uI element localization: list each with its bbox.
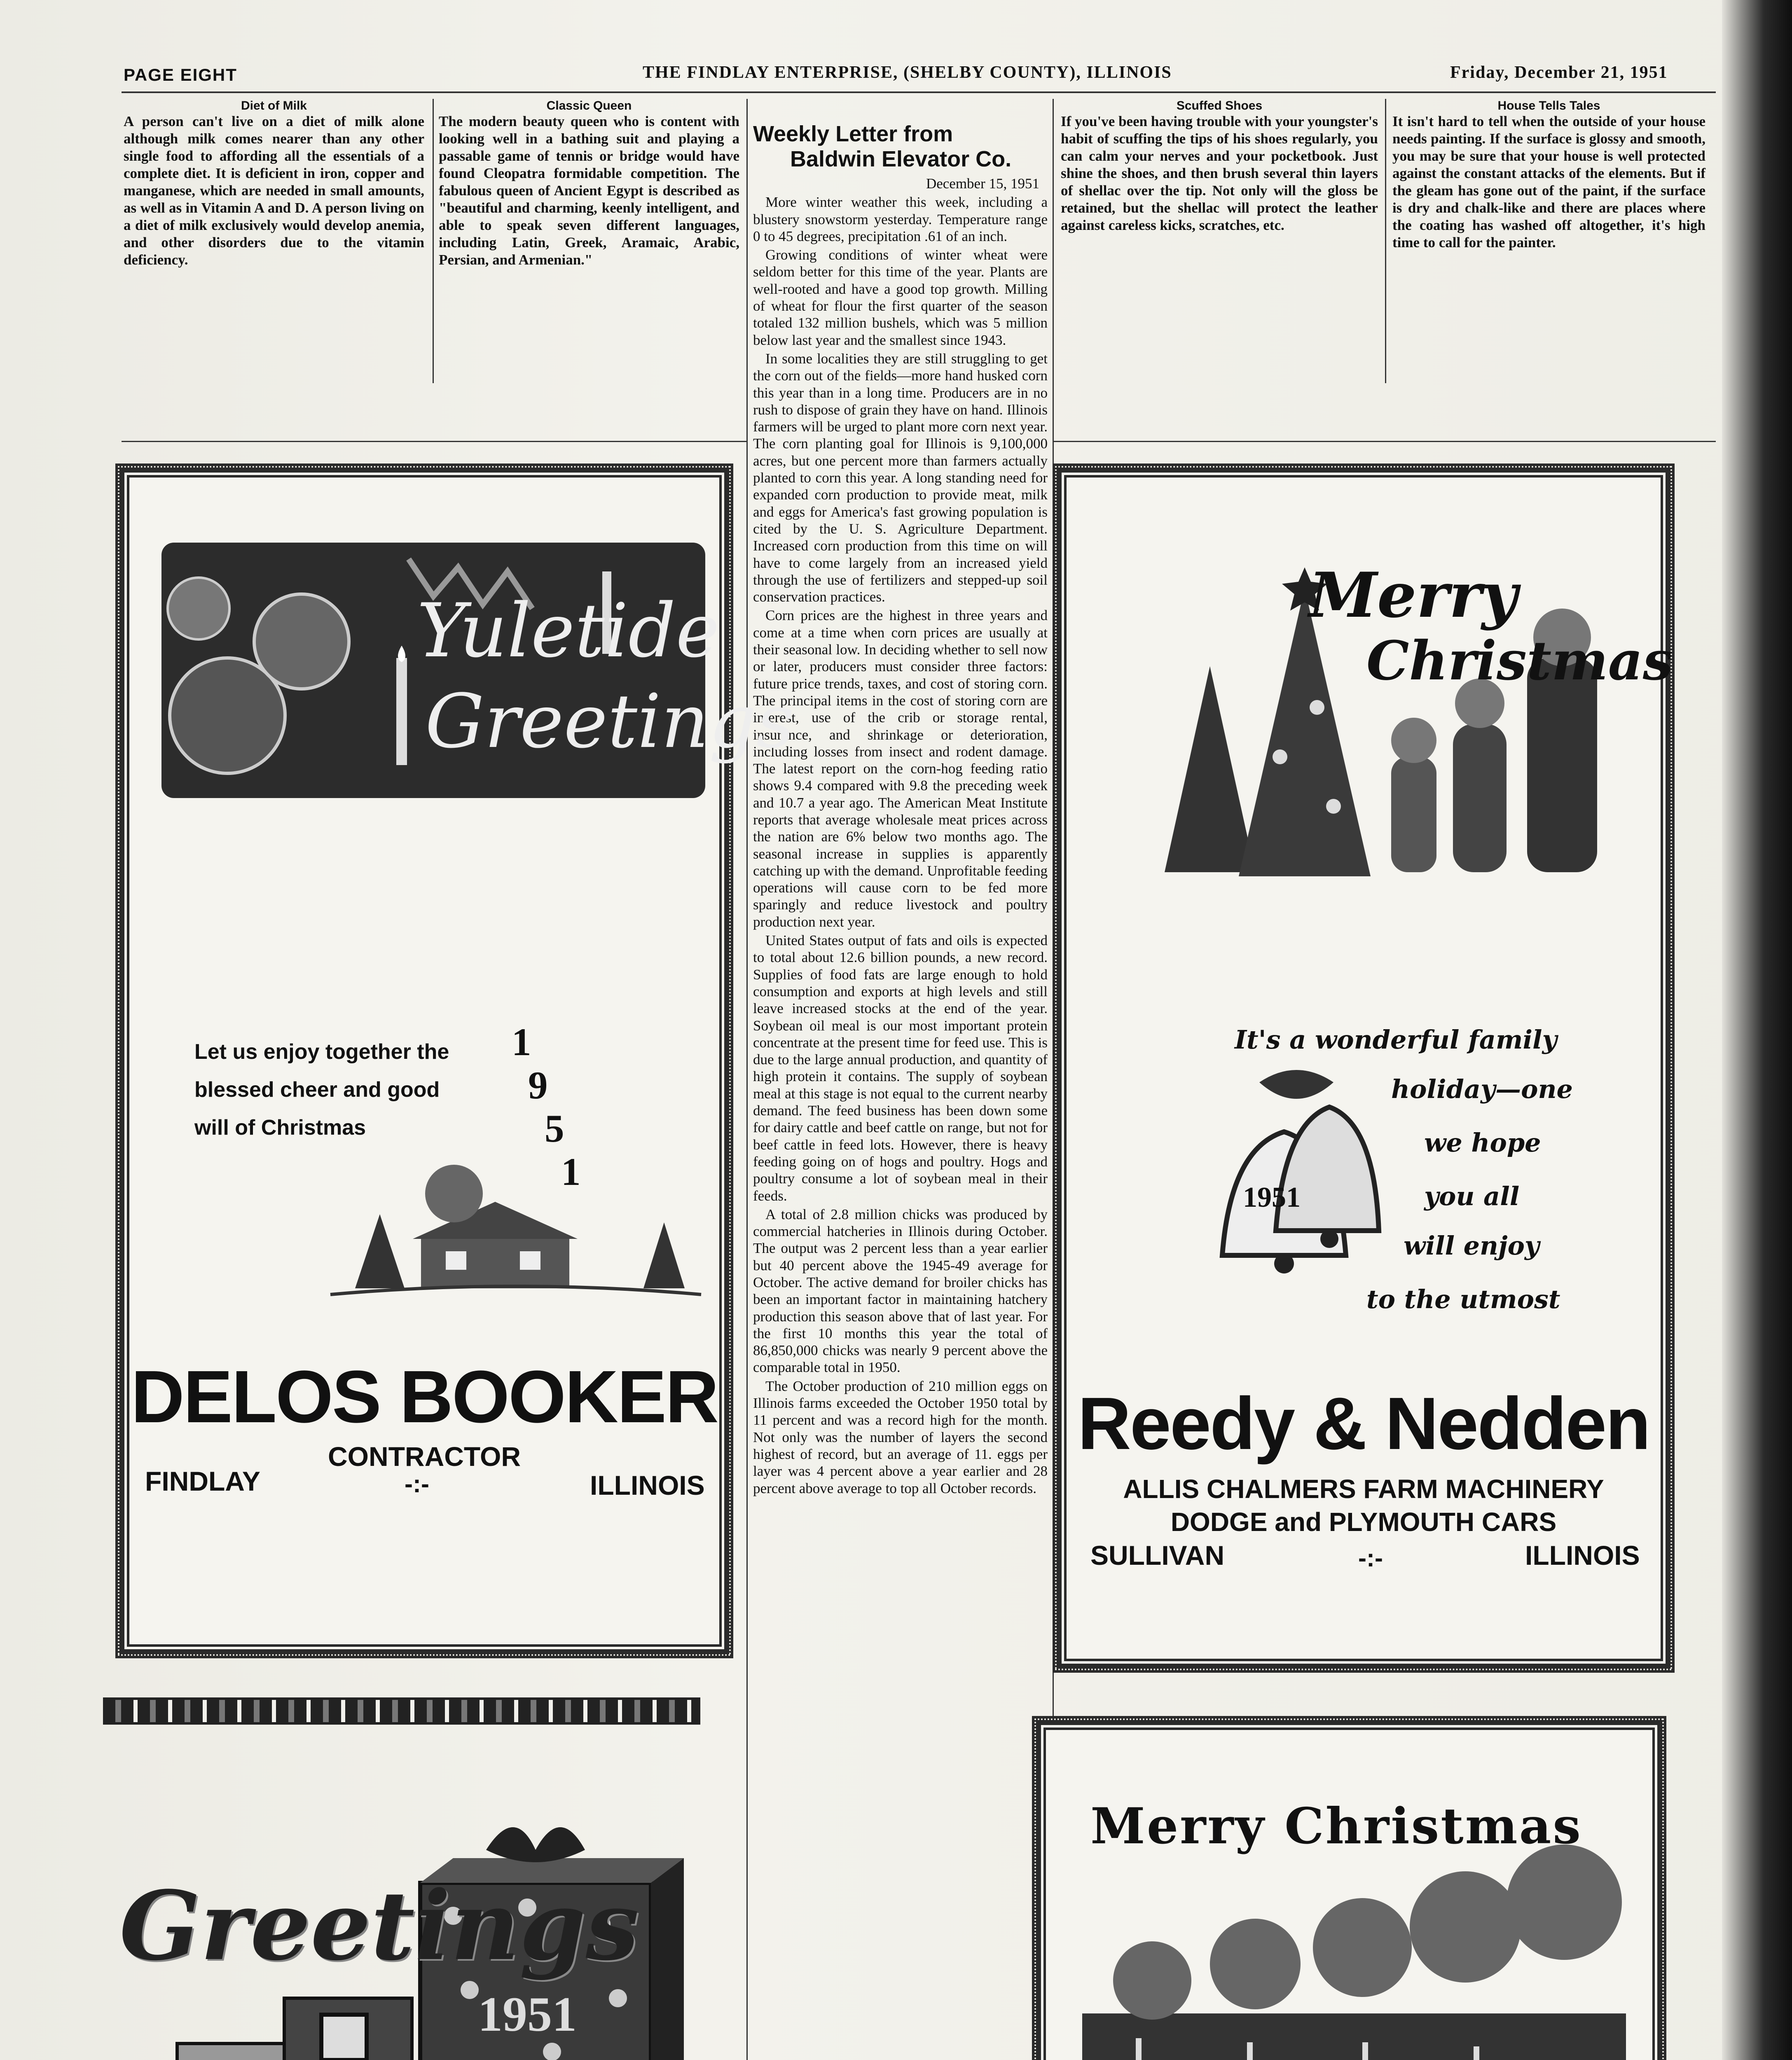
weekly-letter-dateline: December 15, 1951: [926, 176, 1039, 192]
advertiser-trade: CONTRACTOR: [328, 1441, 521, 1472]
yuletide-art: [161, 543, 795, 798]
paragraph: Corn prices are the highest in three years and come at a time when corn prices are usually at their seasonal low. In deciding whether to sell now or later, producers must consider three factors: future price trends, taxes, and cost of storing corn. The principal items in the cost of storing corn are interest, use of the crib or storage rental, insurance, and shrinkage or deterioration, including losses from insect and rodent damage. The latest report on the corn-hog feeding ratio shows 9.4 compared with 9.8 the preceding week and 10.7 a year ago. The American Meat Institute reports that average wholesale meat prices across the nation are 6% below two months ago. The seasonal increase in supplies is apparently catching up with the demand. Unprofitable feeding operations will cause corn to be fed more sparingly and reduce livestock and poultry production next year.: [753, 607, 1048, 930]
message-line: you all: [1424, 1181, 1520, 1211]
headline: Classic Queen: [546, 99, 632, 112]
ad-bruce-friendly-service: [1032, 1716, 1666, 2060]
paragraph: More winter weather this week, including a blustery snowstorm yesterday. Temperature range 0 to 45 degrees, precipitation .61 of an inch.: [753, 194, 1048, 244]
column-rule: [1385, 99, 1386, 383]
message-line: holiday—one: [1391, 1074, 1573, 1104]
separator: -:-: [1358, 1544, 1383, 1572]
message: [194, 1033, 449, 1147]
gift-year: 1951: [478, 1987, 577, 2041]
advertiser-state: ILLINOIS: [1525, 1540, 1640, 1571]
message-line: It's a wonderful family: [1235, 1025, 1557, 1055]
bell-year: 1951: [1243, 1182, 1301, 1213]
issue-date: Friday, December 21, 1951: [1450, 63, 1668, 82]
advertiser-line: ALLIS CHALMERS FARM MACHINERY: [1123, 1474, 1604, 1504]
weekly-letter-body: [753, 194, 1048, 1497]
year-digit: 1: [561, 1150, 581, 1194]
advertiser-state: ILLINOIS: [590, 1470, 705, 1501]
headline: Diet of Milk: [241, 99, 307, 112]
message-line: blessed cheer and good: [194, 1078, 440, 1102]
column-rule: [746, 99, 748, 2060]
paragraph: United States output of fats and oils is expected to total about 12.6 billion pounds, a new record. Supplies of food fats are large enough to hold consumption and exports at high levels and still leave increased stocks at the end of the year. Soybean oil meal is our most important protein concentrate at the present time for feed use. This is due to the large annual production, and quantity of high protein it contains. The supply of soybean meal at this stage is not equal to the current nearby demand. The feed business has been down some for dairy cattle and beef cattle on range, but not for beef cattle in feed lots. However, there is heavy feeding going on of hogs and poultry. Hogs and poultry consume a lot of soybean meal in their feeds.: [753, 932, 1048, 1204]
year-digit: 1: [512, 1020, 531, 1064]
headline: House Tells Tales: [1497, 99, 1600, 112]
message-line: will of Christmas: [194, 1116, 366, 1140]
paragraph: Growing conditions of winter wheat were seldom better for this time of the year. Plants are well-rooted and have a good top growth. Milling of wheat for flour the first quarter of the season totaled 132 million bushels, which was 5 million below last year and the smallest since 1943.: [753, 247, 1048, 348]
column-rule: [433, 99, 434, 383]
weekly-letter-title-2: Baldwin Elevator Co.: [790, 147, 1012, 171]
advertiser-city: FINDLAY: [145, 1466, 260, 1496]
message-line: will enjoy: [1404, 1231, 1539, 1261]
art-text-greetings: Greetings: [119, 1870, 639, 1982]
page-label: PAGE EIGHT: [124, 65, 237, 84]
article-classic-queen: [439, 99, 739, 269]
cabin-in-snow-illustration: [330, 1132, 701, 1305]
weekly-letter-title-1: Weekly Letter from: [753, 122, 953, 146]
paragraph: A total of 2.8 million chicks was produced by commercial hatcheries in Illinois during October. The output was 2 percent less than a year earlier but 40 percent above the 1945-49 average for October. The active demand for broiler chicks has been an important factor in maintaining hatchery production this season above that of last year. For the first 10 months this year the total of 86,850,000 chicks was nearly 9 percent above the comparable total in 1950.: [753, 1206, 1048, 1376]
art-text-merry-christmas: Merry Christmas: [1090, 1797, 1582, 1855]
headline: Scuffed Shoes: [1176, 99, 1263, 112]
masthead-rule: [122, 91, 1716, 93]
advertiser-name: Reedy & Nedden: [1077, 1382, 1650, 1465]
bells-icon: [1198, 1058, 1387, 1280]
article-diet-of-milk: [124, 99, 424, 269]
article-house-tells-tales: [1392, 99, 1705, 251]
art-text-merry: Merry: [1309, 559, 1518, 632]
message-line: to the utmost: [1366, 1284, 1560, 1314]
article-weekly-letter: [753, 122, 1048, 1498]
separator: -:-: [405, 1470, 429, 1498]
art-text-yuletide: Yuletide: [417, 588, 720, 674]
article-body: The modern beauty queen who is content with looking well in a bathing suit and playing a passable game of tennis or bridge would have found Cleopatra formidable competition. The fabulous queen of Ancient Egypt is described as "beautiful and charming, keenly intelligent, and able to speak seven different languages, including Latin, Greek, Aramaic, Arabic, Persian, and Armenian.": [439, 113, 739, 268]
article-scuffed-shoes: [1061, 99, 1378, 234]
scan-margin: [1722, 0, 1792, 2060]
paragraph: The October production of 210 million eggs on Illinois farms exceeded the October 1950 total by 11 percent and was a record high for the month. Not only was the number of layers the second highest of record, but an average of 11. eggs per layer was 4 percent above a year earlier and 28 percent above average to top all October records.: [753, 1378, 1048, 1496]
section-rule: [122, 441, 746, 442]
garland-top: [103, 1697, 700, 1725]
section-rule: [1053, 441, 1716, 442]
advertiser-line: DODGE and PLYMOUTH CARS: [1170, 1507, 1557, 1537]
message-line: we hope: [1424, 1128, 1541, 1158]
year-digit: 9: [528, 1063, 548, 1107]
art-text-christmas: Christmas: [1366, 629, 1673, 692]
paragraph: In some localities they are still struggling to get the corn out of the fields—more hand husked corn this year than in a long time. Producers are in no rush to dispose of grain they have on hand. Illinois farmers will be urged to plant more corn next year. The corn planting goal for Illinois is 9,100,000 acres, but one percent more than farmers actually planted to corn this year. A long standing need for expanded corn production to provide meat, milk and eggs for America's fast growing population is cited by the U. S. Agriculture Department. Increased corn production from this time on will have to come largely from an increased yield through the use of fertilizers and stepped-up soil conservation practices.: [753, 350, 1048, 605]
year-digit: 5: [545, 1107, 564, 1150]
advertiser-name: DELOS BOOKER: [131, 1355, 718, 1438]
ad-delos-booker: [115, 464, 795, 1658]
paper-name: THE FINDLAY ENTERPRISE, (SHELBY COUNTY), ILLINOIS: [643, 63, 1172, 82]
art-text-greetings: Greetings: [425, 679, 795, 765]
ad-coventry-melcher: [107, 1730, 725, 2060]
article-body: If you've been having trouble with your youngster's habit of scuffing the tips of his shoes regularly, you can calm your nerves and your pocketbook. Just shine the shoes, and then brush several thin layers of shellac over the tip. Not only will the gloss be retained, but the shellac will protect the leather against careless kicks, scratches, etc.: [1061, 113, 1378, 233]
advertiser-city: SULLIVAN: [1090, 1540, 1225, 1571]
ad-reedy-nedden: [1053, 464, 1675, 1673]
article-body: It isn't hard to tell when the outside of your house needs painting. If the surface is glossy and smooth, you may be sure that your house is well protected against the constant attacks of the elements. But if the gleam has gone out of the paint, if the surface is dry and chalk-like and there are places where the coating has washed off altogether, it's high time to call for the painter.: [1392, 113, 1705, 250]
article-body: A person can't live on a diet of milk alone although milk comes nearer than any other single food to affording all the essentials of a complete diet. It is deficient in iron, copper and manganese, which are needed in small amounts, as well as in Vitamin A and D. A person living on a diet of milk exclusively would develop anemia, and other disorders due to the vitamin deficiency.: [124, 113, 424, 268]
message-line: Let us enjoy together the: [194, 1040, 449, 1064]
